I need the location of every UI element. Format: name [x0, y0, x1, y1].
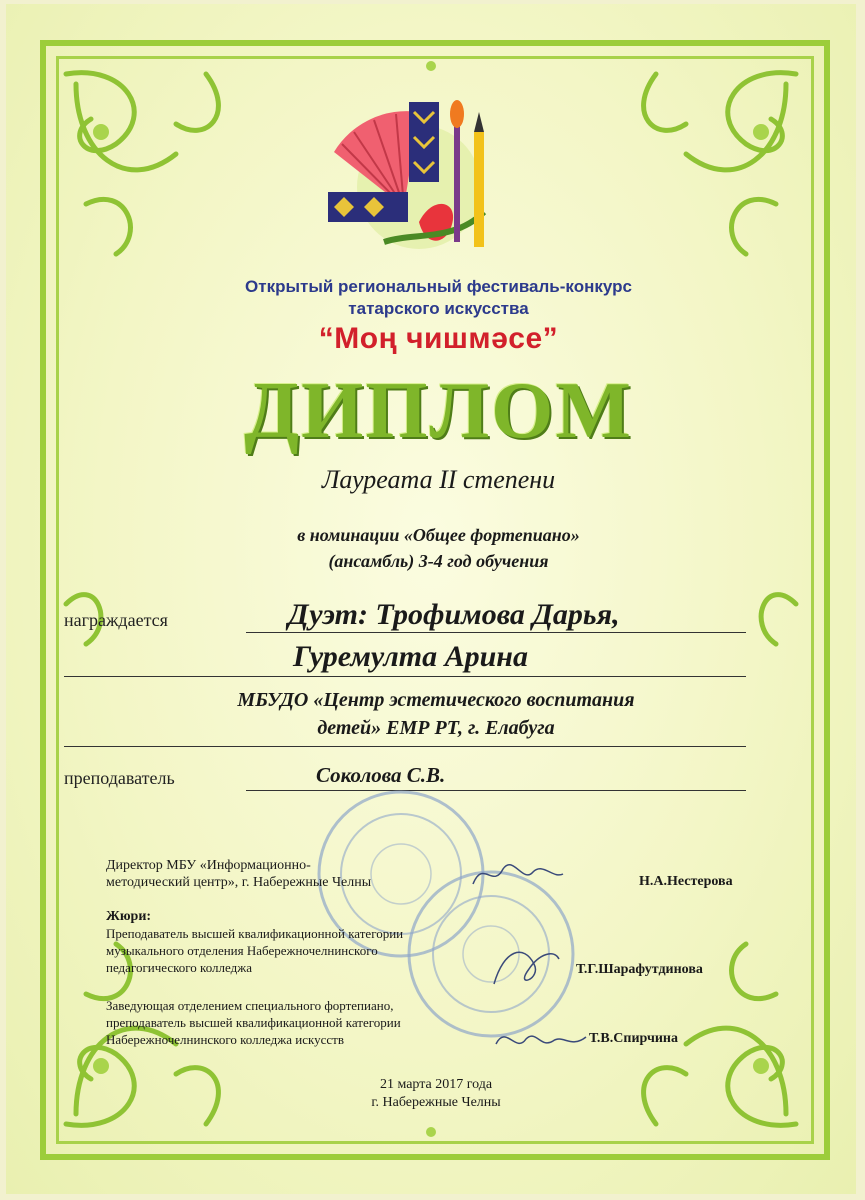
jury2-title-line1: Заведующая отделением специального фортепиано, [106, 998, 394, 1013]
diploma-title: ДИПЛОМ [244, 367, 633, 455]
director-title [106, 857, 371, 891]
festival-title [156, 276, 721, 320]
festival-title-line1: Открытый региональный фестиваль-конкурс [245, 277, 632, 296]
jury1-title-line2: музыкального отделения Набережночелнинского [106, 943, 378, 958]
awardee-line2: Гуремулта Арина [293, 640, 528, 673]
awardee-underline-2 [64, 676, 746, 677]
teacher-label: преподаватель [64, 768, 175, 788]
diploma-sheet [6, 4, 856, 1194]
laureate-degree: Лауреата II степени [321, 465, 556, 494]
awardee-line1: Дуэт: Трофимова Дарья, [288, 598, 620, 631]
jury2-title [106, 997, 401, 1048]
festival-logo-emblem [324, 92, 524, 262]
nomination-line1: в номинации «Общее фортепиано» [297, 525, 580, 545]
jury2-name: Т.В.Спирчина [589, 1031, 678, 1046]
institution-line2: детей» ЕМР РТ, г. Елабуга [317, 717, 555, 739]
awarded-label: награждается [64, 610, 168, 630]
festival-title-line2: татарского искусства [348, 299, 529, 318]
director-signature [468, 854, 568, 894]
awardee-underline-1 [246, 632, 746, 633]
jury2-signature [491, 1019, 591, 1059]
jury1-title-line1: Преподаватель высшей квалификационной категории [106, 926, 404, 941]
institution-underline [64, 746, 746, 747]
director-name: Н.А.Нестерова [639, 874, 733, 889]
institution [96, 686, 776, 742]
jury1-title-line3: педагогического колледжа [106, 960, 252, 975]
jury2-title-line3: Набережночелнинского колледжа искусств [106, 1032, 344, 1047]
jury2-title-line2: преподаватель высшей квалификационной категории [106, 1015, 401, 1030]
jury1-signature [484, 939, 564, 994]
jury-label: Жюри: [106, 909, 152, 924]
issue-date: 21 марта 2017 года [379, 1077, 493, 1092]
jury1-title [106, 925, 403, 976]
festival-name: “Моң чишмәсе” [318, 322, 559, 355]
director-title-line1: Директор МБУ «Информационно- [106, 858, 311, 873]
director-title-line2: методический центр», г. Набережные Челны [106, 875, 372, 890]
jury1-name: Т.Г.Шарафутдинова [576, 962, 703, 977]
teacher-name: Соколова С.В. [316, 763, 446, 787]
institution-line1: МБУДО «Центр эстетического воспитания [237, 689, 635, 711]
nomination [156, 522, 721, 574]
issue-city: г. Набережные Челны [371, 1095, 501, 1110]
nomination-line2: (ансамбль) 3-4 год обучения [328, 551, 549, 571]
